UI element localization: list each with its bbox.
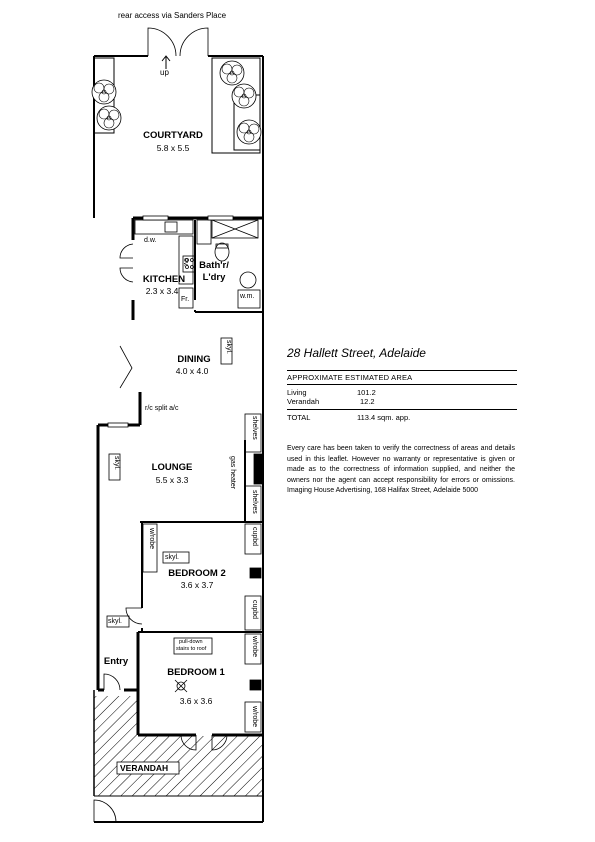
bedroom2-skylight-label: skyl. (165, 554, 179, 561)
courtyard-label: COURTYARD (143, 130, 203, 141)
bath-label-2: L'dry (202, 272, 226, 283)
dining-skylight-label: skyl. (225, 340, 232, 354)
courtyard-dims: 5.8 x 5.5 (156, 143, 190, 153)
total-value: 113.4 sqm. app. (357, 413, 411, 422)
oven-label: ov. (182, 258, 189, 267)
rear-access-note: rear access via Sanders Place (118, 11, 227, 20)
disclaimer-text: Every care has been taken to verify the correctness of areas and details used in this leaflet. However no warranty or representative is given or made as to the correctness of information supplied, and neither the owners nor the agent can accept responsibility for errors or omissions. Imaging House Advertising, 168 Halifax Street, Adelaide 5000 (287, 445, 515, 494)
fridge-label: Fr. (181, 296, 190, 303)
area-header: APPROXIMATE ESTIMATED AREA (287, 370, 517, 385)
bedroom2-label: BEDROOM 2 (168, 568, 226, 579)
cupbd-upper-label: cupbd (251, 527, 258, 547)
bath-label-1: Bath'r/ (199, 260, 229, 271)
dining-label: DINING (177, 354, 211, 365)
info-panel (287, 346, 517, 497)
bedroom2-dims: 3.6 x 3.7 (180, 580, 214, 590)
pulldown-stairs-label-2: stairs to roof (176, 646, 207, 652)
shelves-lower-label: shelves (251, 490, 258, 514)
lounge-skylight-label: skyl. (113, 456, 120, 470)
cupbd-lower-label: cupbd (251, 600, 258, 620)
gas-heater-label: gas heater (229, 456, 236, 490)
dining-dims: 4.0 x 4.0 (175, 366, 209, 376)
verandah-area (94, 690, 263, 796)
verandah-label: VERANDAH (120, 763, 169, 773)
total-label: TOTAL (287, 413, 311, 422)
front-gate (94, 800, 116, 822)
kitchen-dims: 2.3 x 3.4 (145, 286, 179, 296)
bedroom2-wrobe-label: w/robe (148, 528, 155, 550)
area-row-verandah (287, 397, 517, 406)
dining-bifold-door (120, 346, 132, 388)
bedroom1-wrobe-upper-label: w/robe (251, 636, 258, 658)
area-row-living (287, 388, 517, 397)
up-label: up (160, 68, 169, 77)
entry-skylight-label: skyl. (108, 618, 122, 625)
property-address: 28 Hallett Street, Adelaide (287, 346, 426, 360)
lounge-dims: 5.5 x 3.3 (155, 475, 189, 485)
area-row-total (287, 409, 517, 422)
bedroom1-dims: 3.6 x 3.6 (179, 696, 213, 706)
entry-label: Entry (103, 656, 129, 667)
dishwasher-label: d.w. (144, 237, 157, 244)
kitchen-side-door (120, 244, 133, 282)
area-row-value: 12.2 (360, 397, 375, 406)
pulldown-stairs-label-1: pull-down (179, 639, 203, 645)
bedroom1-label: BEDROOM 1 (167, 667, 225, 678)
area-row-label: Verandah (287, 397, 320, 406)
bedroom1-wrobe-lower-label: w/robe (251, 706, 258, 728)
split-ac-label: r/c split a/c (145, 405, 179, 412)
rear-gate (148, 28, 208, 56)
area-row-value: 101.2 (357, 388, 376, 397)
shelves-upper-label: shelves (251, 416, 258, 440)
kitchen-label: KITCHEN (142, 274, 186, 285)
area-row-label: Living (287, 388, 307, 397)
windows (108, 216, 233, 427)
washing-machine-label: w.m. (240, 293, 255, 300)
lounge-label: LOUNGE (151, 462, 193, 473)
